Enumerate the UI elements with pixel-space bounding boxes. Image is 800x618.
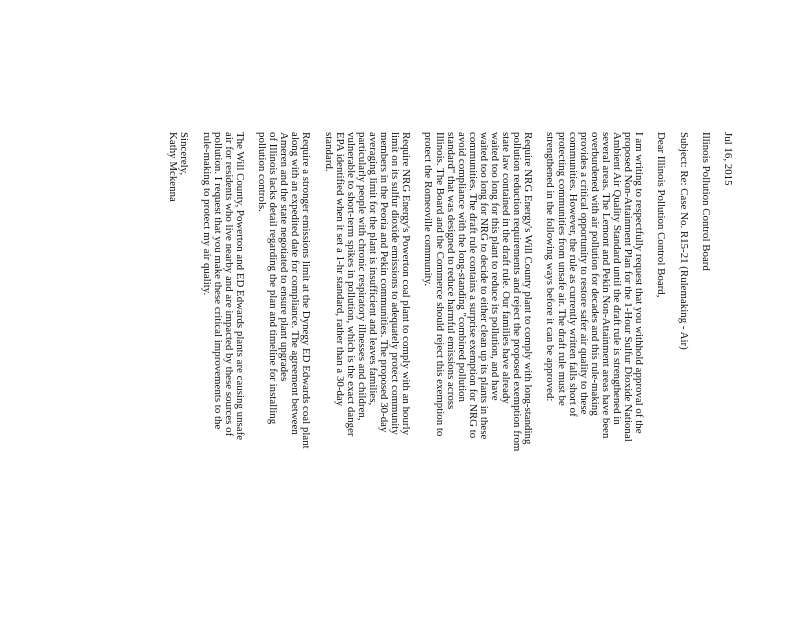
paragraph-line: communities. The draft rule contains a surprise exemption for NRG to xyxy=(466,132,479,439)
paragraph-line: rule-making to protect my air quality. xyxy=(200,132,213,296)
paragraph-line: standard" that was designed to reduce harmful emissions across xyxy=(444,132,457,410)
spacer xyxy=(189,132,200,590)
paragraph-line: Require a stronger emissions limit at the Dynegy ED Edwards coal plant xyxy=(300,132,313,449)
paragraph-line: overburdened with air pollution for decades and this rule-making xyxy=(588,132,601,416)
paragraph-line: proposed Non-Attainment Plan for the 1-Hour Sulfur Dioxide National xyxy=(622,132,635,442)
paragraph-line: Require NRG Energy's Powerton coal plant to comply with an hourly xyxy=(400,132,413,436)
paragraph-line: Ambient Air Quality Standard until the draft rule is strengthened in xyxy=(611,132,624,425)
paragraph-line: protecting communities from unsafe air. The draft rule must be xyxy=(555,132,568,406)
spacer xyxy=(689,132,700,590)
spacer xyxy=(245,132,256,590)
spacer xyxy=(311,132,322,590)
letter-recipient: Illinois Pollution Control Board xyxy=(699,132,712,271)
paragraph-line: averaging limit for the plant is insufficient and leaves families, xyxy=(367,132,379,406)
paragraph-line: strengthened in the following ways before it can be approved: xyxy=(544,132,557,402)
paragraph-line: members in the Peoria and Pekin communities. The proposed 30-day xyxy=(378,132,391,433)
paragraph-line: communities. However, the rule as currently written falls short of xyxy=(566,132,579,417)
paragraph-line: several areas. The Lemont and Pekin Non-Attainment areas have been xyxy=(599,132,612,439)
paragraph-line: standard. xyxy=(322,132,335,172)
paragraph-line: protect the Romeoville community. xyxy=(422,132,435,287)
paragraph-line: The Will County, Powerton and ED Edwards plants are causing unsafe xyxy=(233,132,246,441)
paragraph-ed-edwards xyxy=(256,132,311,590)
paragraph-line: limit on its sulfur dioxide emissions to adequately protect community xyxy=(389,132,402,435)
paragraph-line: particularly people with chronic respiratory illnesses and children, xyxy=(355,132,368,421)
paragraph-line: EPA identified when it set a 1-hr standard, rather than a 30-day xyxy=(333,132,346,407)
letter-closing: Sincerely, xyxy=(178,132,191,176)
paragraph-intro xyxy=(544,132,644,590)
letter-signature: Kathy Mckenna xyxy=(167,132,180,202)
paragraph-line: air for residents who live nearby and are impacted by these sources of xyxy=(222,132,235,437)
paragraph-line: waited too long for NRG to decide to either clean up its plants in these xyxy=(477,132,490,440)
letter-subject: Subject: Re: Case No. R15-21 (Rulemaking - Air) xyxy=(677,132,690,350)
paragraph-line: pollution reduction requirements and reject the proposed exemption from xyxy=(511,132,524,452)
paragraph-line: avoid compliance with the long-standing "combined pollution xyxy=(455,132,468,403)
paragraph-line: Ameren and the state negotiated to ensure plant upgrades xyxy=(278,132,291,382)
paragraph-line: Require NRG Energy's Will County plant to comply with long-standing xyxy=(522,132,535,445)
letter-salutation: Dear Illinois Pollution Control Board, xyxy=(655,132,668,298)
paragraph-line: provides a critical opportunity to restore safer air quality to these xyxy=(577,132,590,415)
spacer xyxy=(711,132,722,590)
spacer xyxy=(644,132,655,590)
paragraph-line: along with an expedited date for compliance. The agreement between xyxy=(289,132,302,435)
paragraph-line: pollution controls. xyxy=(256,132,269,212)
spacer xyxy=(411,132,422,590)
paragraph-will-county xyxy=(422,132,533,590)
paragraph-line: waited too long for this plant to reduce its pollution, and have xyxy=(489,132,502,401)
spacer xyxy=(533,132,544,590)
paragraph-powerton xyxy=(323,132,412,590)
paragraph-conclusion xyxy=(201,132,245,590)
paragraph-line: state law contained in the draft rule. Our families have already xyxy=(500,132,513,404)
letter-date: Jul 16, 2015 xyxy=(722,132,734,186)
paragraph-line: I am writing to respectfully request that you withhold approval of the xyxy=(633,132,646,434)
spacer xyxy=(666,132,677,590)
paragraph-line: pollution. I request that you make these critical improvements to the xyxy=(211,132,224,430)
paragraph-line: vulnerable to short-term spikes in pollution, which is the exact danger xyxy=(344,132,357,437)
letter-body xyxy=(167,132,733,590)
paragraph-line: Illinois. The Board and the Commerce should reject this exemption to xyxy=(433,132,446,437)
paragraph-line: of Illinois lacks detail regarding the plan and timeline for installing xyxy=(267,132,280,425)
